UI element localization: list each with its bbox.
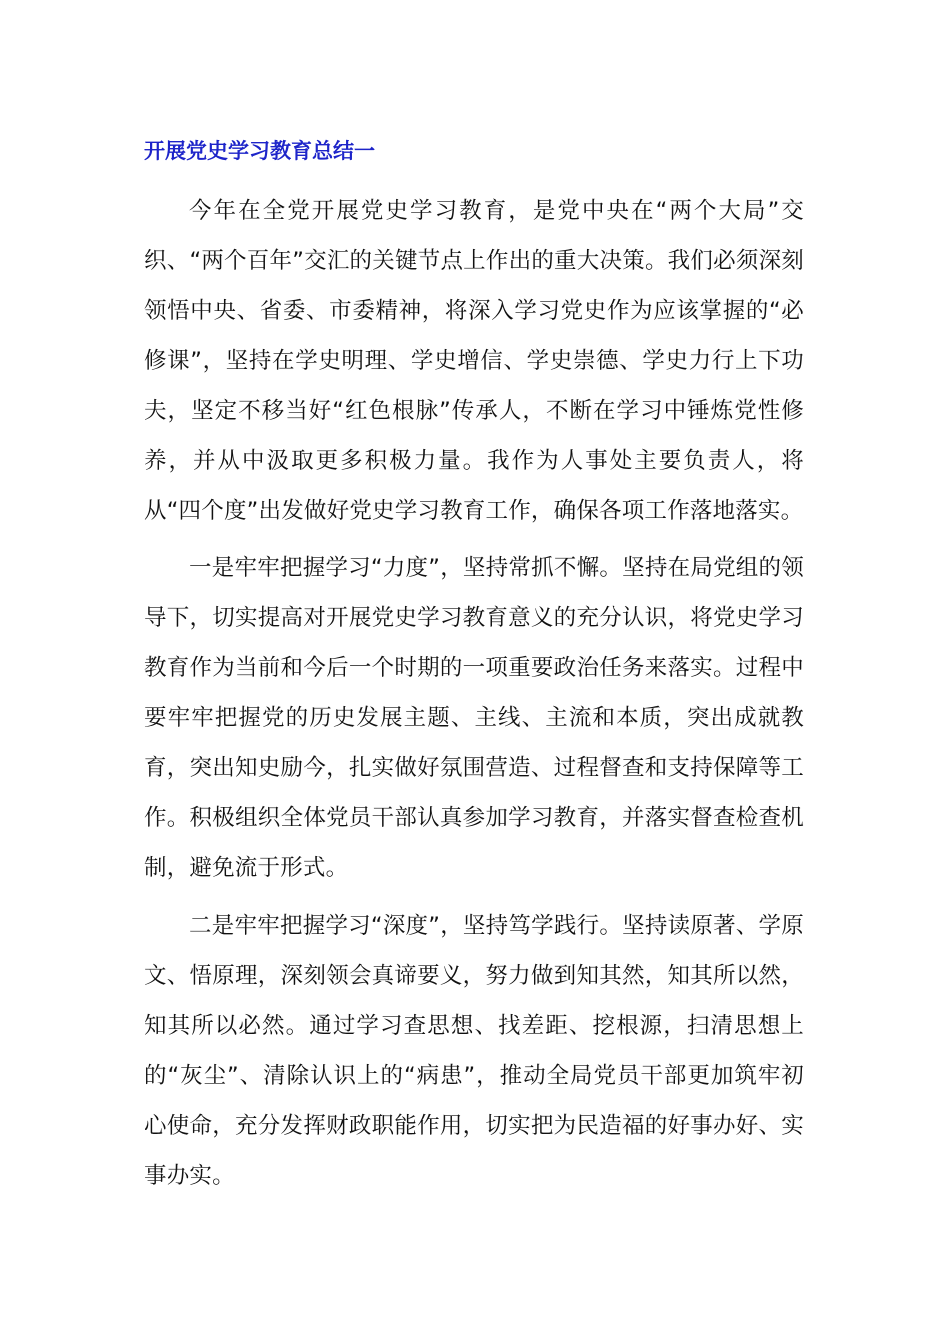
document-title: 开展党史学习教育总结一 (144, 139, 375, 163)
paragraph-point-one: 一是牢牢把握学习“力度”，坚持常抓不懈。坚持在局党组的领导下，切实提高对开展党史学习教育意义的充分认识，将党史学习教育作为当前和今后一个时期的一项重要政治任务来落实。过程中要牢牢把握党的历史发展主题、主线、主流和本质，突出成就教育，突出知史励今，扎实做好氛围营造、过程督查和支持保障等工作。积极组织全体党员干部认真参加学习教育，并落实督查检查机制，避免流于形式。 (144, 555, 804, 881)
paragraph-point-two: 二是牢牢把握学习“深度”，坚持笃学践行。坚持读原著、学原文、悟原理，深刻领会真谛要义，努力做到知其然，知其所以然，知其所以必然。通过学习查思想、找差距、挖根源，扫清思想上的“灰尘”、清除认识上的“病患”，推动全局党员干部更加筑牢初心使命，充分发挥财政职能作用，切实把为民造福的好事办好、实事办实。 (144, 913, 804, 1189)
paragraph-intro: 今年在全党开展党史学习教育，是党中央在“两个大局”交织、“两个百年”交汇的关键节点上作出的重大决策。我们必须深刻领悟中央、省委、市委精神，将深入学习党史作为应该掌握的“必修课”，坚持在学史明理、学史增信、学史崇德、学史力行上下功夫，坚定不移当好“红色根脉”传承人，不断在学习中锤炼党性修养，并从中汲取更多积极力量。我作为人事处主要负责人，将从“四个度”出发做好党史学习教育工作，确保各项工作落地落实。 (144, 198, 804, 524)
